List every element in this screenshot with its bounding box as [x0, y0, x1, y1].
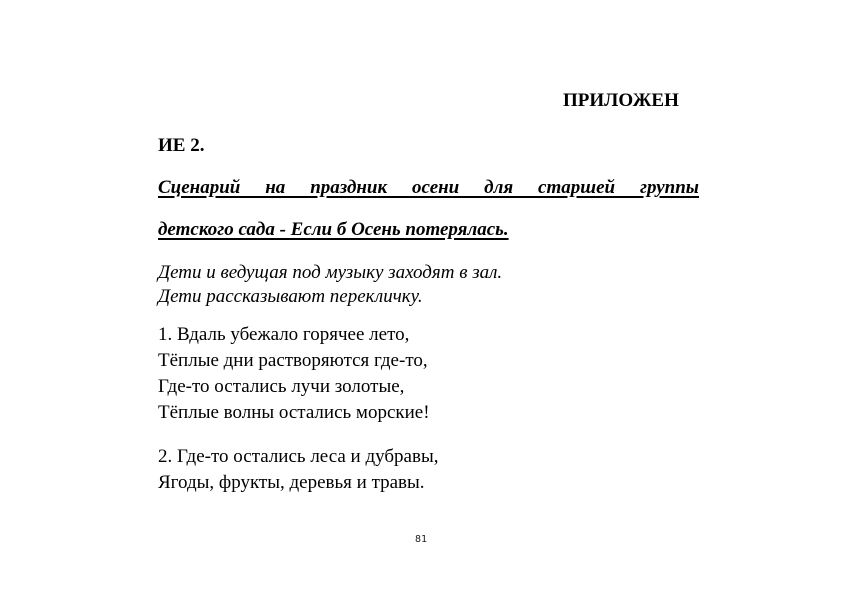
- appendix-heading-line-2: ИЕ 2.: [158, 135, 205, 156]
- scenario-title-line-2: детского сада - Если б Осень потерялась.: [158, 219, 509, 240]
- verse-1-line-4: Тёплые волны остались морские!: [158, 402, 430, 423]
- verse-1-line-2: Тёплые дни растворяются где-то,: [158, 350, 428, 371]
- page-number: 81: [414, 534, 428, 545]
- intro-line-1: Дети и ведущая под музыку заходят в зал.: [158, 262, 503, 283]
- verse-1-line-1: 1. Вдаль убежало горячее лето,: [158, 324, 410, 345]
- scenario-title-line-1: Сценарий на праздник осени для старшей группы: [158, 177, 699, 198]
- appendix-heading-line-1: ПРИЛОЖЕН: [563, 90, 679, 111]
- verse-2-line-2: Ягоды, фрукты, деревья и травы.: [158, 472, 425, 493]
- verse-2-line-1: 2. Где-то остались леса и дубравы,: [158, 446, 439, 467]
- verse-1-line-3: Где-то остались лучи золотые,: [158, 376, 405, 397]
- intro-line-2: Дети рассказывают перекличку.: [158, 286, 423, 307]
